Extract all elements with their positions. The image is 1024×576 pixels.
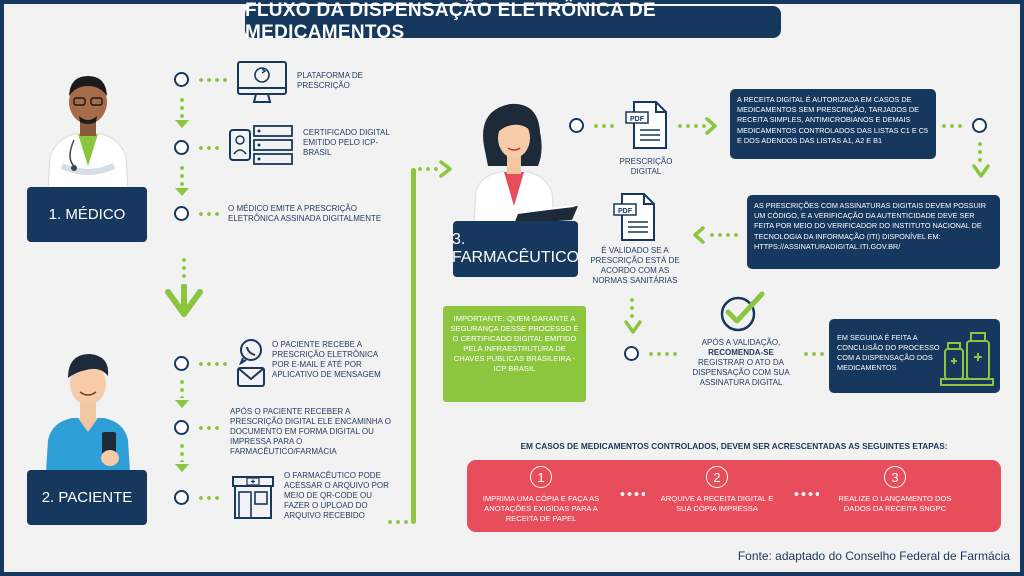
arrow-down-icon bbox=[175, 120, 189, 128]
pharmacy-icon bbox=[230, 474, 276, 520]
pdf-document-icon bbox=[612, 192, 656, 242]
conclusao-box bbox=[829, 319, 1000, 393]
assinaturas-connector bbox=[708, 233, 742, 237]
chevron-down-icon bbox=[972, 162, 990, 182]
svg-text:PDF: PDF bbox=[630, 116, 644, 123]
validacao-text-1: APÓS A VALIDAÇÃO, bbox=[701, 338, 781, 347]
controlados-connector-1-2 bbox=[619, 492, 645, 496]
pdf-document-icon bbox=[624, 100, 668, 150]
validacao-text-2: REGISTRAR O ATO DA DISPENSAÇÃO COM SUA ASSINATURA DIGITAL bbox=[692, 358, 790, 387]
pharmacist-illustration bbox=[466, 96, 586, 224]
page-title: FLUXO DA DISPENSAÇÃO ELETRÔNICA DE MEDICAMENTOS bbox=[245, 6, 781, 38]
paciente-connector-1-2 bbox=[180, 378, 184, 398]
chevron-down-icon bbox=[624, 318, 642, 338]
paciente-to-farmaceutico-connector bbox=[386, 520, 408, 524]
paciente-step1-connector bbox=[197, 362, 227, 366]
paciente-step2-text: APÓS O PACIENTE RECEBER A PRESCRIÇÃO DIGITAL ELE ENCAMINHA O DOCUMENTO EM FORMA DIGITAL OU IMPRESSA PARA O FARMACÊUTICO/FARMÁCIA bbox=[230, 407, 391, 456]
medico-step1-marker bbox=[174, 72, 189, 87]
chevron-left-icon bbox=[692, 226, 706, 244]
farmaceutico-step1-connector bbox=[592, 124, 618, 128]
medicine-bottles-icon bbox=[939, 327, 995, 387]
chevron-right-icon bbox=[704, 117, 718, 135]
paciente-label: 2. PACIENTE bbox=[27, 470, 147, 525]
step-number-1: 1 bbox=[530, 466, 552, 488]
paciente-connector-2-3 bbox=[180, 442, 184, 462]
arrow-down-icon bbox=[175, 188, 189, 196]
medico-step2-connector bbox=[197, 146, 223, 150]
farmaceutico-step1-marker bbox=[569, 118, 584, 133]
chevron-right-icon bbox=[438, 160, 454, 178]
info-to-marker-connector bbox=[940, 124, 966, 128]
medico-step1-connector bbox=[197, 78, 231, 82]
paciente-step3-connector bbox=[197, 496, 221, 500]
chevron-down-icon bbox=[164, 284, 204, 324]
vertical-connector-line bbox=[411, 168, 416, 524]
arrow-down-icon bbox=[175, 400, 189, 408]
info-assinaturas-box: AS PRESCRIÇÕES COM ASSINATURAS DIGITAIS DEVEM POSSUIR UM CÓDIGO, E A VERIFICAÇÃO DA AUTENTICIDADE DEVE SER FEITA POR MEIO DO VERIFICADOR DO INSTITUTO NACIONAL DE TECNOLOGIA DA INFORMAÇÃO (ITI) DISPONÍVEL EM: HTTPS://ASSINATURADIGITAL.ITI.GOV.BR/ bbox=[747, 195, 1000, 269]
medico-step2-text: CERTIFICADO DIGITAL EMITIDO PELO ICP-BRASIL bbox=[303, 128, 390, 157]
step-number-2: 2 bbox=[706, 466, 728, 488]
step-number-3: 3 bbox=[884, 466, 906, 488]
checkmark-icon bbox=[716, 290, 766, 334]
medico-step1-text: PLATAFORMA DE PRESCRIÇÃO bbox=[297, 71, 363, 90]
prescricao-digital-label: PRESCRIÇÃO DIGITAL bbox=[619, 157, 673, 176]
certificate-icon bbox=[228, 124, 294, 166]
prescricao-to-info-connector bbox=[676, 124, 706, 128]
paciente-step1-marker bbox=[174, 356, 189, 371]
controlados-step2-text: ARQUIVE A RECEITA DIGITAL E SUA CÓPIA IMPRESSA bbox=[660, 494, 774, 513]
paciente-step3-text: O FARMACÊUTICO PODE ACESSAR O ARQUIVO POR MEIO DE QR-CODE OU FAZER O UPLOAD DO ARQUIVO RECEBIDO bbox=[284, 471, 389, 520]
farmaceutico-label: 3. FARMACÊUTICO bbox=[453, 221, 578, 277]
paciente-step1-text: O PACIENTE RECEBE A PRESCRIÇÃO ELETRÔNICA POR E-MAIL E ATÉ POR APLICATIVO DE MENSAGEM bbox=[272, 340, 381, 379]
farmaceutico-step-validacao-marker bbox=[624, 346, 639, 361]
medico-connector-2-3 bbox=[180, 164, 184, 186]
medico-step3-connector bbox=[197, 212, 219, 216]
importante-box: IMPORTANTE: QUEM GARANTE A SEGURANÇA DESSE PROCESSO É O CERTIFICADO DIGITAL EMITIDO PELA INFRAESTRUTURA DE CHAVES PÚBLICAS BRASILEIRA - ICP BRASIL bbox=[443, 306, 586, 402]
validado-text: É VALIDADO SE A PRESCRIÇÃO ESTÁ DE ACORDO COM AS NORMAS SANITÁRIAS bbox=[590, 246, 680, 285]
source-caption: Fonte: adaptado do Conselho Federal de Farmácia bbox=[737, 549, 1010, 563]
conclusao-text: EM SEGUIDA É FEITA A CONCLUSÃO DO PROCESSO COM A DISPENSAÇÃO DOS MEDICAMENTOS bbox=[837, 333, 940, 372]
right-down-connector bbox=[978, 140, 982, 162]
controlados-step1-text: IMPRIMA UMA CÓPIA E FAÇA AS ANOTAÇÕES EXIGIDAS PARA A RECEITA DE PAPEL bbox=[482, 494, 600, 523]
validacao-text bbox=[680, 338, 802, 388]
paciente-step2-connector bbox=[197, 426, 221, 430]
controlados-heading: EM CASOS DE MEDICAMENTOS CONTROLADOS, DEVEM SER ACRESCENTADAS AS SEGUINTES ETAPAS: bbox=[520, 441, 948, 451]
svg-text:PDF: PDF bbox=[618, 208, 632, 215]
medico-step3-marker bbox=[174, 206, 189, 221]
medico-step2-marker bbox=[174, 140, 189, 155]
validacao-text-bold: RECOMENDA-SE bbox=[708, 348, 774, 357]
arrow-down-icon bbox=[175, 464, 189, 472]
monitor-icon bbox=[236, 60, 288, 104]
doctor-illustration bbox=[40, 62, 136, 190]
controlados-step3-text: REALIZE O LANÇAMENTO DOS DADOS DA RECEITA SNGPC bbox=[838, 494, 952, 513]
medico-connector-1-2 bbox=[180, 96, 184, 118]
farmaceutico-right-marker bbox=[972, 118, 987, 133]
validacao-connector bbox=[647, 352, 681, 356]
validado-down-connector bbox=[630, 296, 634, 318]
patient-illustration bbox=[40, 340, 136, 472]
paciente-step3-marker bbox=[174, 490, 189, 505]
medico-step3-text: O MÉDICO EMITE A PRESCRIÇÃO ELETRÔNICA ASSINADA DIGITALMENTE bbox=[228, 204, 382, 223]
info-autorizada-box: A RECEITA DIGITAL É AUTORIZADA EM CASOS DE MEDICAMENTOS SEM PRESCRIÇÃO, TARJADOS DE RECEITA SIMPLES, ANTIMICROBIANOS E DEMAIS MEDICAMENTOS CONTROLADOS DAS LISTAS C1 E C5 E DOS ADENDOS DAS LISTAS A1, A2 E B1 bbox=[730, 89, 936, 159]
medico-to-paciente-connector bbox=[182, 256, 186, 282]
paciente-step2-marker bbox=[174, 420, 189, 435]
controlados-connector-2-3 bbox=[793, 492, 819, 496]
to-farmaceutico-connector bbox=[416, 167, 438, 171]
controlados-box bbox=[467, 460, 1001, 532]
medico-label: 1. MÉDICO bbox=[27, 187, 147, 242]
validacao-to-conclusao-connector bbox=[802, 352, 826, 356]
whatsapp-email-icon bbox=[236, 338, 266, 390]
